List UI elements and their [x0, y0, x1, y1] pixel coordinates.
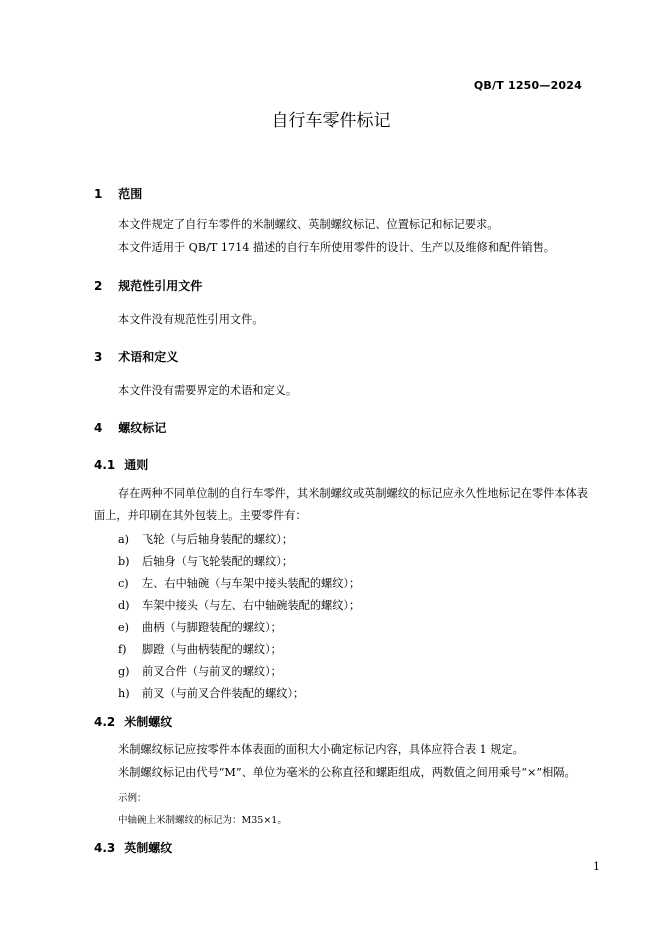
section-number: 4.1	[94, 458, 116, 472]
section-number: 4	[94, 421, 103, 435]
paragraph: 本文件规定了自行车零件的米制螺纹、英制螺纹标记、位置标记和标记要求。	[118, 218, 499, 231]
list-text: 车架中接头（与左、右中轴碗装配的螺纹）；	[142, 599, 361, 612]
list-marker: f)	[118, 643, 127, 656]
paragraph: 存在两种不同单位制的自行车零件，其米制螺纹或英制螺纹的标记应永久性地标记在零件本体表面上，并印刷在其外包装上。主要零件有：	[94, 487, 588, 522]
section-4-2-heading	[94, 713, 172, 730]
paragraph: 米制螺纹标记由代号“M”、单位为毫米的公称直径和螺距组成，两数值之间用乘号“×”相隔。	[118, 766, 576, 779]
list-text: 曲柄（与脚蹬装配的螺纹）；	[142, 621, 282, 634]
section-title: 通则	[124, 458, 149, 472]
list-marker: e)	[118, 621, 129, 634]
section-number: 2	[94, 279, 103, 293]
section-3-heading	[94, 348, 178, 365]
list-item	[118, 575, 360, 591]
example-label: 示例：	[118, 793, 147, 804]
list-item	[118, 619, 282, 635]
standard-code: QB/T 1250—2024	[473, 79, 582, 92]
list-item	[118, 663, 282, 679]
list-marker: d)	[118, 599, 130, 612]
list-item	[118, 531, 293, 547]
paragraph: 本文件没有需要界定的术语和定义。	[118, 384, 298, 397]
list-marker: b)	[118, 555, 130, 568]
list-item	[118, 641, 282, 657]
section-number: 4.3	[94, 841, 116, 855]
section-title: 米制螺纹	[124, 715, 173, 729]
list-text: 左、右中轴碗（与车架中接头装配的螺纹）；	[142, 577, 361, 590]
list-marker: c)	[118, 577, 129, 590]
section-2-heading	[94, 277, 202, 294]
list-text: 前叉合件（与前叉的螺纹）；	[142, 665, 282, 678]
example-text: 中轴碗上米制螺纹的标记为：M35×1。	[118, 815, 287, 826]
list-item	[118, 553, 293, 569]
list-marker: h)	[118, 687, 130, 700]
paragraph: 本文件没有规范性引用文件。	[118, 313, 264, 326]
paragraph: 本文件适用于 QB/T 1714 描述的自行车所使用零件的设计、生产以及维修和配件销售。	[118, 241, 555, 254]
list-text: 前叉（与前叉合件装配的螺纹）；	[142, 687, 305, 700]
section-title: 术语和定义	[118, 350, 179, 364]
list-text: 后轴身（与飞轮装配的螺纹）；	[142, 555, 294, 568]
list-marker: a)	[118, 533, 130, 546]
section-title: 螺纹标记	[118, 421, 167, 435]
section-title: 范围	[118, 187, 143, 201]
section-1-heading	[94, 185, 142, 202]
list-text: 飞轮（与后轴身装配的螺纹）；	[142, 533, 294, 546]
page-number: 1	[593, 860, 600, 873]
list-item	[118, 685, 304, 701]
section-title: 规范性引用文件	[118, 279, 203, 293]
list-text: 脚蹬（与曲柄装配的螺纹）；	[142, 643, 282, 656]
list-marker: g)	[118, 665, 130, 678]
section-4-heading	[94, 419, 166, 436]
section-4-3-heading	[94, 839, 172, 856]
section-4-1-heading	[94, 456, 148, 473]
list-item	[118, 597, 360, 613]
section-number: 4.2	[94, 715, 116, 729]
section-number: 1	[94, 187, 103, 201]
document-title: 自行车零件标记	[271, 111, 391, 131]
paragraph: 米制螺纹标记应按零件本体表面的面积大小确定标记内容，具体应符合表 1 规定。	[118, 743, 524, 756]
section-title: 英制螺纹	[124, 841, 173, 855]
section-number: 3	[94, 350, 103, 364]
